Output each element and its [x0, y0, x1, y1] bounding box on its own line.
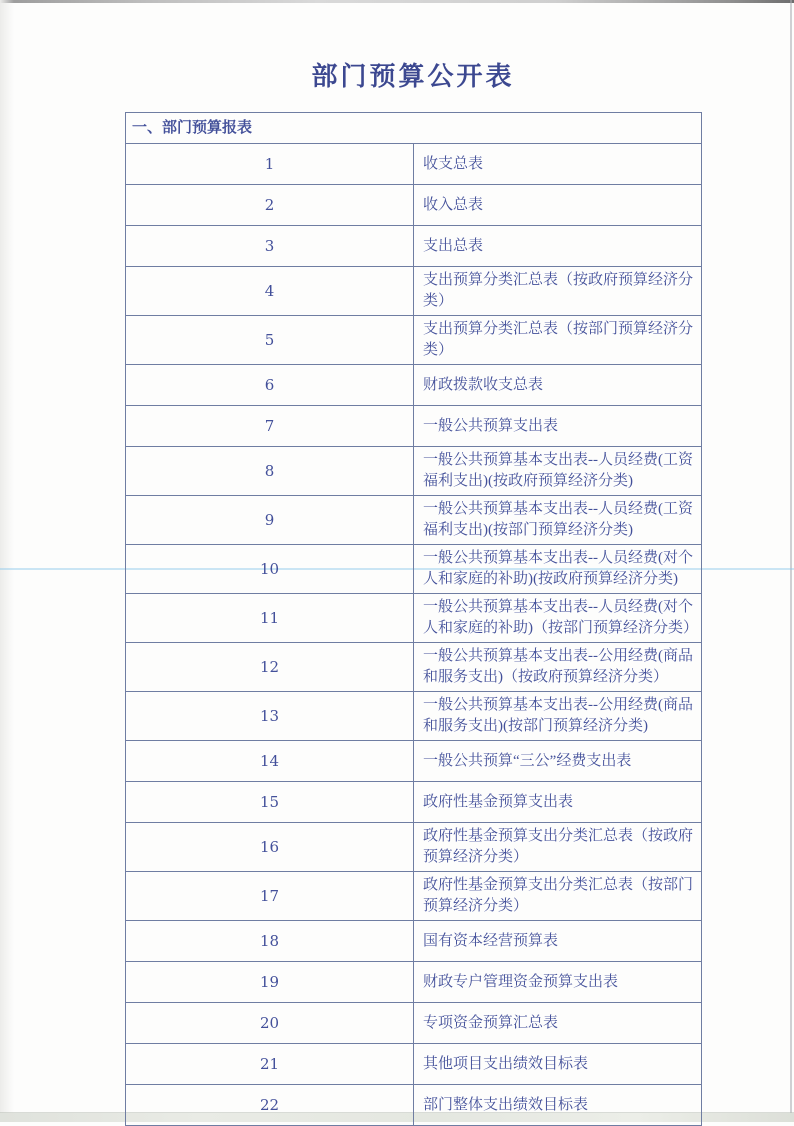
row-number-cell: 4 — [126, 267, 414, 316]
scan-right-edge-line — [790, 0, 792, 1122]
row-number-cell: 3 — [126, 226, 414, 267]
table-row — [126, 185, 702, 226]
table-row — [126, 962, 702, 1003]
table-row — [126, 545, 702, 594]
row-number-cell: 9 — [126, 496, 414, 545]
row-number-cell: 1 — [126, 144, 414, 185]
table-row — [126, 316, 702, 365]
row-number-cell: 21 — [126, 1044, 414, 1085]
table-row — [126, 692, 702, 741]
row-name-cell: 支出预算分类汇总表（按政府预算经济分类） — [414, 267, 702, 316]
row-number-cell: 19 — [126, 962, 414, 1003]
row-number-cell: 6 — [126, 365, 414, 406]
row-number-cell: 20 — [126, 1003, 414, 1044]
table-row — [126, 267, 702, 316]
row-number-cell: 8 — [126, 447, 414, 496]
row-number-cell: 17 — [126, 872, 414, 921]
row-name-cell: 一般公共预算基本支出表--人员经费(工资福利支出)(按部门预算经济分类) — [414, 496, 702, 545]
row-number-cell: 18 — [126, 921, 414, 962]
row-name-cell: 一般公共预算基本支出表--人员经费(对个人和家庭的补助)（按部门预算经济分类） — [414, 594, 702, 643]
row-number-cell: 2 — [126, 185, 414, 226]
table-row — [126, 1085, 702, 1126]
row-name-cell: 支出总表 — [414, 226, 702, 267]
table-row — [126, 1003, 702, 1044]
table-section-header-row — [126, 113, 702, 144]
table-row — [126, 365, 702, 406]
table-row — [126, 741, 702, 782]
row-number-cell: 13 — [126, 692, 414, 741]
row-name-cell: 一般公共预算基本支出表--公用经费(商品和服务支出)（按政府预算经济分类） — [414, 643, 702, 692]
row-number-cell: 10 — [126, 545, 414, 594]
row-name-cell: 一般公共预算基本支出表--人员经费(工资福利支出)(按政府预算经济分类) — [414, 447, 702, 496]
table-row — [126, 496, 702, 545]
table-row — [126, 226, 702, 267]
table-row — [126, 1044, 702, 1085]
row-name-cell: 政府性基金预算支出分类汇总表（按部门预算经济分类） — [414, 872, 702, 921]
row-number-cell: 16 — [126, 823, 414, 872]
table-row — [126, 594, 702, 643]
row-name-cell: 收入总表 — [414, 185, 702, 226]
table-row — [126, 447, 702, 496]
row-number-cell: 5 — [126, 316, 414, 365]
table-row — [126, 782, 702, 823]
row-name-cell: 一般公共预算基本支出表--公用经费(商品和服务支出)(按部门预算经济分类) — [414, 692, 702, 741]
table-row — [126, 872, 702, 921]
scan-left-edge-shadow — [0, 0, 14, 1122]
budget-report-table — [125, 112, 702, 1126]
table-row — [126, 823, 702, 872]
row-number-cell: 7 — [126, 406, 414, 447]
table-row — [126, 406, 702, 447]
row-number-cell: 11 — [126, 594, 414, 643]
row-name-cell: 财政拨款收支总表 — [414, 365, 702, 406]
scan-top-edge-line — [0, 0, 794, 3]
table-row — [126, 643, 702, 692]
table-section-header: 一、部门预算报表 — [126, 113, 702, 144]
row-name-cell: 收支总表 — [414, 144, 702, 185]
row-name-cell: 部门整体支出绩效目标表 — [414, 1085, 702, 1126]
row-number-cell: 22 — [126, 1085, 414, 1126]
row-name-cell: 国有资本经营预算表 — [414, 921, 702, 962]
row-name-cell: 支出预算分类汇总表（按部门预算经济分类） — [414, 316, 702, 365]
table-row — [126, 144, 702, 185]
table-row — [126, 921, 702, 962]
row-name-cell: 专项资金预算汇总表 — [414, 1003, 702, 1044]
row-name-cell: 一般公共预算“三公”经费支出表 — [414, 741, 702, 782]
row-name-cell: 一般公共预算支出表 — [414, 406, 702, 447]
row-name-cell: 财政专户管理资金预算支出表 — [414, 962, 702, 1003]
row-number-cell: 14 — [126, 741, 414, 782]
row-name-cell: 一般公共预算基本支出表--人员经费(对个人和家庭的补助)(按政府预算经济分类) — [414, 545, 702, 594]
row-name-cell: 政府性基金预算支出表 — [414, 782, 702, 823]
page-title: 部门预算公开表 — [311, 62, 515, 91]
row-number-cell: 12 — [126, 643, 414, 692]
row-number-cell: 15 — [126, 782, 414, 823]
row-name-cell: 政府性基金预算支出分类汇总表（按政府预算经济分类） — [414, 823, 702, 872]
row-name-cell: 其他项目支出绩效目标表 — [414, 1044, 702, 1085]
report-table-body — [126, 144, 702, 1126]
